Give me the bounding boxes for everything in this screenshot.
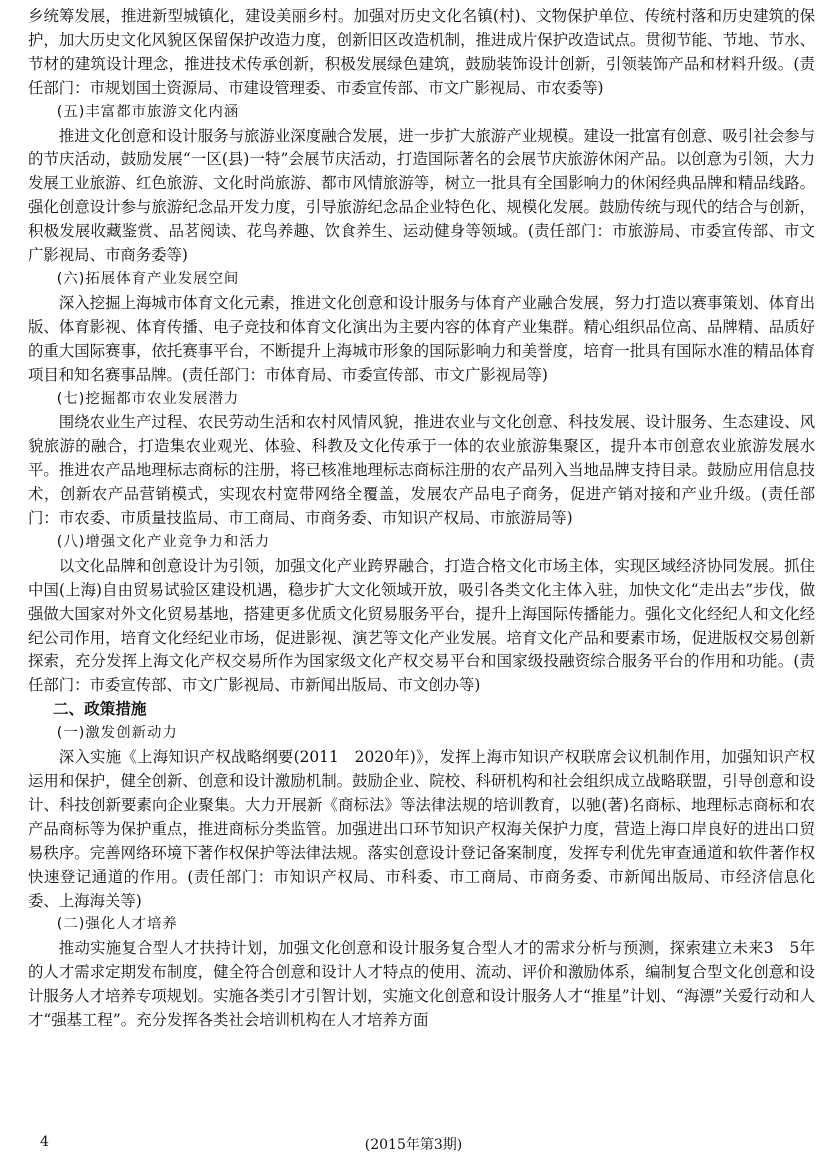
- subheading-sports: (六)拓展体育产业发展空间: [56, 270, 240, 287]
- paragraph-talent: 推动实施复合型人才扶持计划，加强文化创意和设计服务复合型人才的需求分析与预测，探索建立未来3 5年的人才需求定期发布制度，健全符合创意和设计人才特点的使用、流动、评价和激励体系，编制复合型文化创意和设计服务人才培养专项规划。实施各类引才引智计划，实施文化创意和设计服务人才“推星”计划、“海漂”关爱行动和人才“强基工程”。充分发挥各类社会培训机构在人才培养方面: [28, 939, 815, 1030]
- paragraph-sports: 深入挖掘上海城市体育文化元素，推进文化创意和设计服务与体育产业融合发展，努力打造以赛事策划、体育出版、体育影视、体育传播、电子竞技和体育文化演出为主要内容的体育产业集群。精心组织品位高、品牌精、品质好的重大国际赛事，依托赛事平台，不断提升上海城市形象的国际影响力和美誉度，培育一批具有国际水准的精品体育项目和知名赛事品牌。(责任部门：市体育局、市委宣传部、市文广影视局等): [28, 293, 815, 384]
- paragraph-urban-rural: 乡统筹发展，推进新型城镇化，建设美丽乡村。加强对历史文化名镇(村)、文物保护单位、传统村落和历史建筑的保护，加大历史文化风貌区保留保护改造力度，创新旧区改造机制，推进成片保护改造试点。贯彻节能、节地、节水、节材的建筑设计理念，推进技术传承创新，积极发展绿色建筑，鼓励装饰设计创新，引领装饰产品和材料升级。(责任部门：市规划国土资源局、市建设管理委、市委宣传部、市文广影视局、市农委等): [28, 7, 815, 97]
- paragraph-culture-industry: 以文化品牌和创意设计为引领，加强文化产业跨界融合，打造合格文化市场主体，实现区域经济协同发展。抓住中国(上海)自由贸易试验区建设机遇，稳步扩大文化领域开放，吸引各类文化主体入驻，加快文化“走出去”步伐，做强做大国家对外文化贸易基地，搭建更多优质文化贸易服务平台，提升上海国际传播能力。强化文化经纪人和文化经纪公司作用，培育文化经纪业市场，促进影视、演艺等文化产业发展。培育文化产品和要素市场，促进版权交易创新探索，充分发挥上海文化产权交易所作为国家级文化产权交易平台和国家级投融资综合服务平台的作用和功能。(责任部门：市委宣传部、市文广影视局、市新闻出版局、市文创办等): [28, 556, 815, 695]
- issue-label: (2015年第3期): [364, 1137, 463, 1153]
- subheading-tourism: (五)丰富都市旅游文化内涵: [56, 103, 240, 120]
- section-heading-policy: 二、政策措施: [52, 700, 147, 719]
- subheading-talent: (二)强化人才培养: [56, 916, 178, 933]
- paragraph-innovation: 深入实施《上海知识产权战略纲要(2011 2020年)》，发挥上海市知识产权联席会议机制作用，加强知识产权运用和保护，健全创新、创意和设计激励机制。鼓励企业、院校、科研机构和社会组织成立战略联盟，引导创意和设计、科技创新要素向企业聚集。大力开展新《商标法》等法律法规的培训教育，以驰(著)名商标、地理标志商标和农产品商标等为保护重点，推进商标分类监管。加强进出口环节知识产权海关保护力度，营造上海口岸良好的进出口贸易秩序。完善网络环境下著作权保护等法律法规。落实创意设计登记备案制度，发挥专利优先审查通道和软件著作权快速登记通道的作用。(责任部门：市知识产权局、市科委、市工商局、市商务委、市新闻出版局、市经济信息化委、上海海关等): [28, 748, 815, 910]
- subheading-agriculture: (七)挖掘都市农业发展潜力: [56, 390, 240, 407]
- paragraph-tourism: 推进文化创意和设计服务与旅游业深度融合发展，进一步扩大旅游产业规模。建设一批富有创意、吸引社会参与的节庆活动，鼓励发展“一区(县)一特”会展节庆活动，打造国际著名的会展节庆旅游休闲产品。以创意为引领，大力发展工业旅游、红色旅游、文化时尚旅游、都市风情旅游等，树立一批具有全国影响力的休闲经典品牌和精品线路。强化创意设计参与旅游纪念品开发力度，引导旅游纪念品企业特色化、规模化发展。鼓励传统与现代的结合与创新，积极发展收藏鉴赏、品茗阅读、花鸟养趣、饮食养生、运动健身等领域。(责任部门：市旅游局、市委宣传部、市文广影视局、市商务委等): [28, 126, 815, 265]
- article-body: [28, 5, 815, 1033]
- paragraph-agriculture: 围绕农业生产过程、农民劳动生活和农村风情风貌，推进农业与文化创意、科技发展、设计服务、生态建设、风貌旅游的融合，打造集农业观光、体验、科教及文化传承于一体的农业旅游集聚区，提升本市创意农业旅游发展水平。推进农产品地理标志商标的注册，将已核准地理标志商标注册的农产品列入当地品牌支持目录。鼓励应用信息技术，创新农产品营销模式，实现农村宽带网络全覆盖，发展农产品电子商务，促进产销对接和产业升级。(责任部门：市农委、市质量技监局、市工商局、市商务委、市知识产权局、市旅游局等): [28, 413, 815, 528]
- subheading-innovation: (一)激发创新动力: [56, 725, 178, 742]
- page-number: 4: [40, 1134, 49, 1150]
- subheading-culture-industry: (八)增强文化产业竞争力和活力: [56, 533, 271, 550]
- page-footer: [0, 1134, 827, 1158]
